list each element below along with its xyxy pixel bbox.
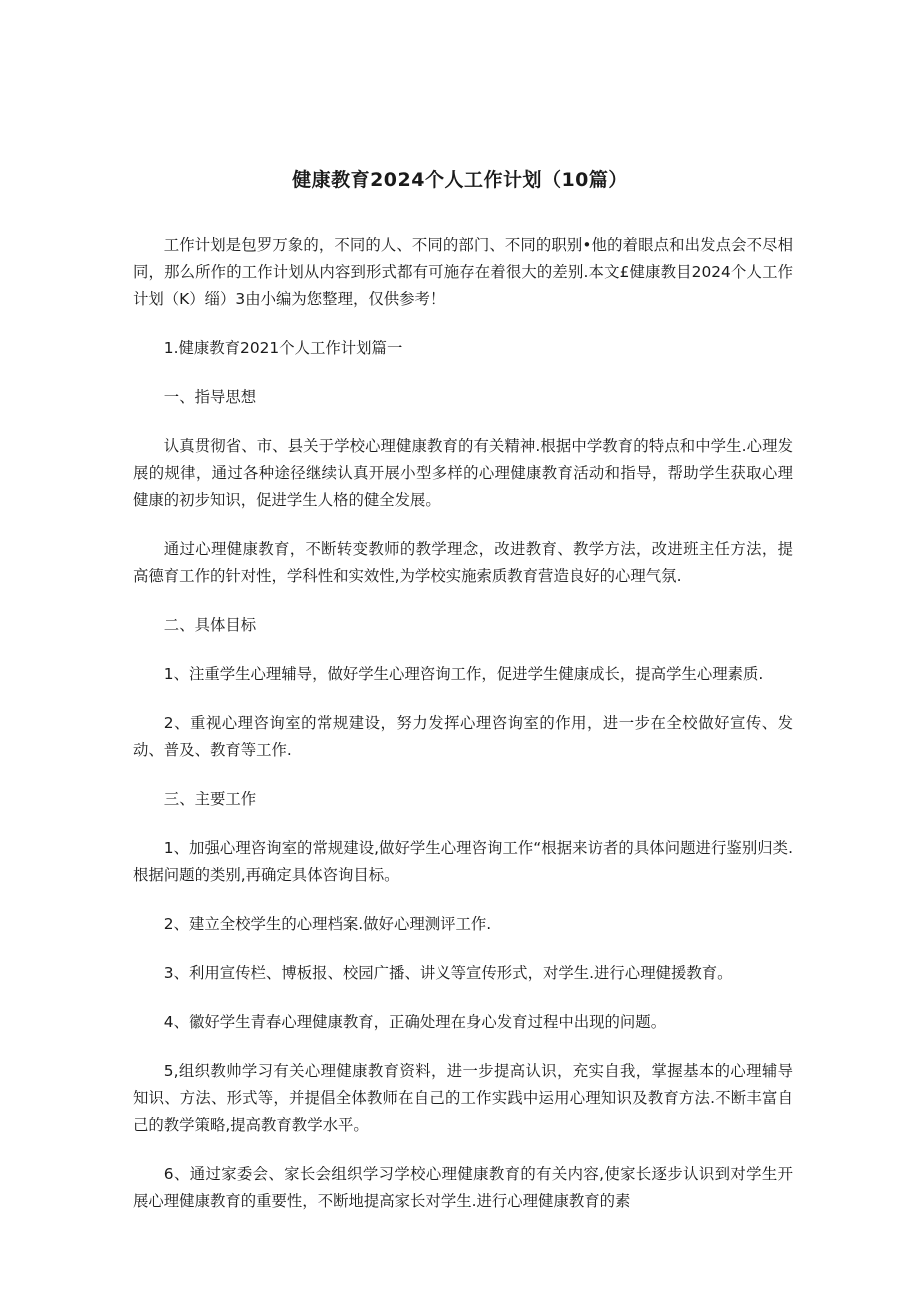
section-heading-guiding-ideology: 一、指导思想	[163, 388, 257, 406]
list-item: 1、注重学生心理辅导，做好学生心理咨询工作，促进学生健康成长，提高学生心理素质.	[163, 665, 764, 683]
list-item: 6、通过家委会、家长会组织学习学校心理健康教育的有关内容,使家长逐步认识到对学生开展心理健康教育的重要性，不断地提高家长对学生.进行心理健康教育的素	[133, 1165, 793, 1210]
list-item: 1、加强心理咨询室的常规建设,做好学生心理咨询工作“根据来访者的具体问题进行鉴别归类.根据问题的类别,再确定具体咨询目标。	[133, 839, 793, 884]
list-item: 2、建立全校学生的心理档案.做好心理测评工作.	[163, 915, 492, 933]
section-heading-specific-goals: 二、具体目标	[163, 616, 257, 634]
list-item: 4、徽好学生青春心理健康教育，正确处理在身心发育过程中出现的问题。	[163, 1013, 667, 1031]
body-paragraph: 认真贯彻省、市、县关于学校心理健康教育的有关精神.根据中学教育的特点和中学生.心理发展的规律，通过各种途径继续认真开展小型多样的心理健康教育活动和指导，帮助学生获取心理健康的初步知识，促进学生人格的健全发展。	[133, 437, 793, 509]
intro-paragraph: 工作计划是包罗万象的，不同的人、不同的部门、不同的职别•他的着眼点和出发点会不尽相同，那么所作的工作计划从内容到形式都有可施存在着很大的差别.本文£健康教目2024个人工作计划（K）缁）3由小编为您整理，仅供参考！	[133, 236, 793, 308]
body-paragraph: 通过心理健康教育，不断转变教师的教学理念，改进教育、教学方法，改进班主任方法，提高德育工作的针对性，学科性和实效性,为学校实施索质教育营造良好的心理气氛.	[133, 540, 793, 585]
list-item: 5,组织教帅学习有关心理健康教育资料，进一步提高认识，充实自我，掌握基本的心理辅导知识、方法、形式等，并提倡全体教师在自己的工作实践中运用心理知识及教育方法.不断丰富自己的教学策略,提高教育教学水平。	[133, 1062, 793, 1134]
list-item: 3、利用宣传栏、博板报、校园广播、讲义等宣传形式，对学生.进行心理健援教育。	[163, 964, 733, 982]
document-body	[133, 232, 793, 1237]
section-heading-plan-one: 1.健康教育2021个人工作计划篇一	[163, 339, 403, 357]
section-heading-main-work: 三、主要工作	[163, 790, 257, 808]
list-item: 2、重视心理咨询室的常规建设，努力发挥心理咨询室的作用，进一步在全校做好宣传、发动、普及、教育等工作.	[133, 714, 793, 759]
document-title: 健康教育2024个人工作计划（10篇）	[292, 169, 628, 191]
